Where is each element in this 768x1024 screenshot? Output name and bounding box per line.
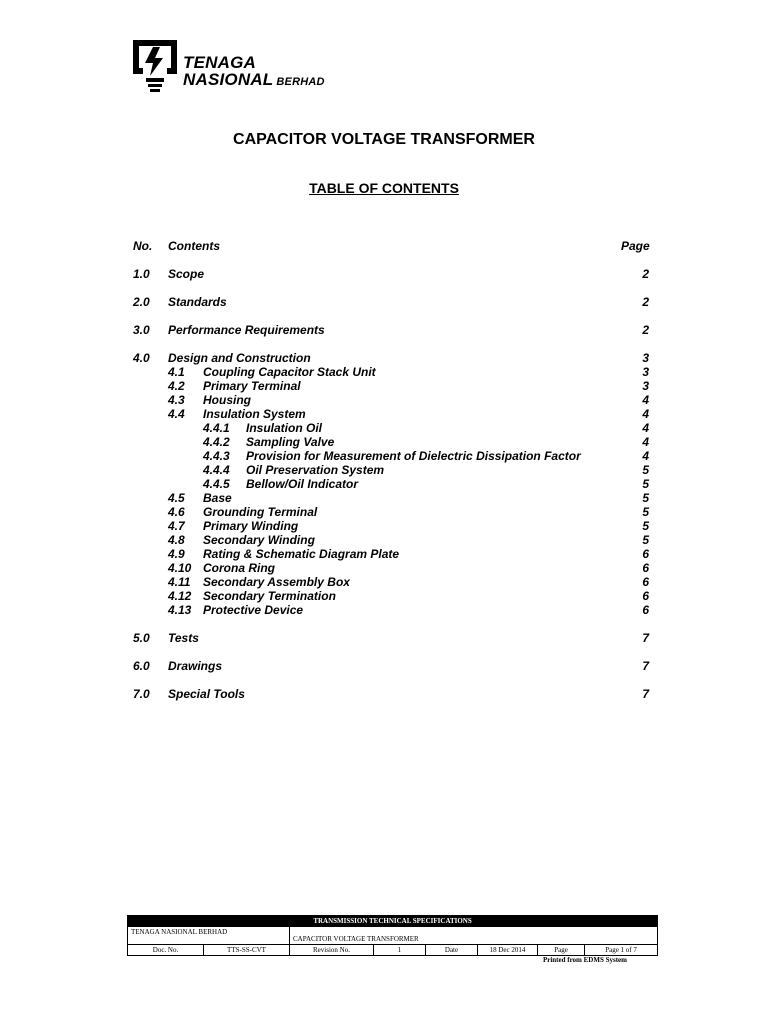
toc-subsubentry-title[interactable]: Insulation Oil xyxy=(246,421,323,435)
toc-entry-page: 6 xyxy=(642,561,649,575)
toc-subsubentry-number: 4.4.3 xyxy=(203,449,230,463)
toc-entry-title[interactable]: Special Tools xyxy=(168,687,245,701)
toc-subentry-title[interactable]: Insulation System xyxy=(203,407,306,421)
toc-subsubentry-title[interactable]: Sampling Valve xyxy=(246,435,335,449)
toc-entry-page: 6 xyxy=(642,603,649,617)
toc-entry-page: 7 xyxy=(642,659,649,673)
toc-entry-page: 6 xyxy=(642,589,649,603)
toc-subentry-number: 4.1 xyxy=(168,365,185,379)
toc-subentry-number: 4.5 xyxy=(168,491,185,505)
toc-entry-number: 1.0 xyxy=(133,267,150,281)
toc-subentry-number: 4.12 xyxy=(168,589,192,603)
footer-revision-label: Revision No. xyxy=(290,945,374,956)
toc-subentry-number: 4.2 xyxy=(168,379,185,393)
toc-entry-page: 4 xyxy=(642,449,649,463)
footer-date-label: Date xyxy=(426,945,478,956)
toc-entry-number: 4.0 xyxy=(133,351,150,365)
toc-entry-page: 7 xyxy=(642,631,649,645)
footer-doc-no-label: Doc. No. xyxy=(128,945,204,956)
toc-entry-number: 7.0 xyxy=(133,687,150,701)
logo-line-2-main: NASIONAL xyxy=(183,70,274,89)
toc-subentry-number: 4.11 xyxy=(168,575,191,589)
toc-entry-page: 5 xyxy=(642,519,649,533)
footer-table xyxy=(127,915,658,956)
toc-entry-page: 5 xyxy=(642,533,649,547)
footer-date: 18 Dec 2014 xyxy=(478,945,538,956)
footer-doc-title: CAPACITOR VOLTAGE TRANSFORMER xyxy=(290,927,658,945)
toc-subentry-number: 4.10 xyxy=(168,561,192,575)
toc-subentry-title[interactable]: Corona Ring xyxy=(203,561,275,575)
toc-subsubentry-title[interactable]: Oil Preservation System xyxy=(246,463,385,477)
toc-entry-title[interactable]: Design and Construction xyxy=(168,351,311,365)
toc-subentry-title[interactable]: Rating & Schematic Diagram Plate xyxy=(203,547,400,561)
toc-entry-page: 5 xyxy=(642,491,649,505)
toc-subentry-number: 4.4 xyxy=(168,407,185,421)
logo-line-1: TENAGA xyxy=(183,53,256,72)
toc-subsubentry-title[interactable]: Provision for Measurement of Dielectric Dissipation Factor xyxy=(246,449,581,463)
document-title: CAPACITOR VOLTAGE TRANSFORMER xyxy=(233,131,535,148)
tnb-lightning-bulb-icon xyxy=(131,38,179,94)
toc-header-no: No. xyxy=(133,239,153,253)
toc-subentry-number: 4.6 xyxy=(168,505,185,519)
toc-entry-page: 2 xyxy=(642,295,649,309)
toc-entry-page: 4 xyxy=(642,407,649,421)
toc-entry-page: 2 xyxy=(642,323,649,337)
logo-wordmark xyxy=(183,54,325,91)
toc-subentry-number: 4.7 xyxy=(168,519,185,533)
toc-subentry-title[interactable]: Secondary Assembly Box xyxy=(203,575,350,589)
toc-entry-title[interactable]: Standards xyxy=(168,295,227,309)
toc-subsubentry-title[interactable]: Bellow/Oil Indicator xyxy=(246,477,359,491)
footer-page-label: Page xyxy=(538,945,585,956)
toc-subentry-number: 4.8 xyxy=(168,533,185,547)
toc-entry-page: 4 xyxy=(642,421,649,435)
toc-entry-number: 5.0 xyxy=(133,631,150,645)
toc-entry-number: 3.0 xyxy=(133,323,150,337)
toc-entry-page: 5 xyxy=(642,505,649,519)
toc-subentry-title[interactable]: Protective Device xyxy=(203,603,304,617)
toc-subentry-title[interactable]: Housing xyxy=(203,393,251,407)
footer-revision: 1 xyxy=(374,945,426,956)
toc-entry-title[interactable]: Tests xyxy=(168,631,199,645)
toc-subsubentry-number: 4.4.1 xyxy=(203,421,230,435)
toc-header-page: Page xyxy=(621,239,650,253)
toc-heading: TABLE OF CONTENTS xyxy=(309,180,459,196)
toc-entry-page: 3 xyxy=(642,379,649,393)
toc-entry-title[interactable]: Drawings xyxy=(168,659,223,673)
company-logo xyxy=(131,38,341,96)
toc-subsubentry-number: 4.4.5 xyxy=(203,477,230,491)
footer-printed-note: Printed from EDMS System xyxy=(542,956,627,964)
footer-doc-no: TTS-SS-CVT xyxy=(204,945,290,956)
toc-subentry-number: 4.3 xyxy=(168,393,185,407)
footer-page: Page 1 of 7 xyxy=(585,945,658,956)
toc-subentry-title[interactable]: Base xyxy=(203,491,232,505)
toc-entry-page: 6 xyxy=(642,547,649,561)
toc-subentry-number: 4.13 xyxy=(168,603,192,617)
toc-header-contents: Contents xyxy=(168,239,220,253)
toc-entry-page: 5 xyxy=(642,477,649,491)
toc-subentry-title[interactable]: Secondary Winding xyxy=(203,533,315,547)
toc-entry-number: 6.0 xyxy=(133,659,150,673)
logo-line-2-suffix: BERHAD xyxy=(276,76,325,88)
toc-entry-page: 6 xyxy=(642,575,649,589)
toc-subsubentry-number: 4.4.4 xyxy=(203,463,230,477)
toc-subentry-title[interactable]: Secondary Termination xyxy=(203,589,336,603)
document-footer xyxy=(127,915,657,965)
toc-entry-page: 4 xyxy=(642,435,649,449)
toc-entry-title[interactable]: Scope xyxy=(168,267,205,281)
logo-line-2 xyxy=(183,71,325,91)
toc-subentry-title[interactable]: Coupling Capacitor Stack Unit xyxy=(203,365,376,379)
toc-entry-page: 4 xyxy=(642,393,649,407)
footer-company: TENAGA NASIONAL BERHAD xyxy=(128,927,290,945)
toc-entry-number: 2.0 xyxy=(133,295,150,309)
toc-entry-title[interactable]: Performance Requirements xyxy=(168,323,325,337)
toc-subentry-title[interactable]: Primary Winding xyxy=(203,519,299,533)
toc-entry-page: 2 xyxy=(642,267,649,281)
toc-entry-page: 5 xyxy=(642,463,649,477)
toc-subsubentry-number: 4.4.2 xyxy=(203,435,230,449)
toc-subentry-number: 4.9 xyxy=(168,547,185,561)
toc-entry-page: 3 xyxy=(642,351,649,365)
toc-subentry-title[interactable]: Primary Terminal xyxy=(203,379,301,393)
footer-header: TRANSMISSION TECHNICAL SPECIFICATIONS xyxy=(128,916,658,927)
toc-entry-page: 3 xyxy=(642,365,649,379)
toc-subentry-title[interactable]: Grounding Terminal xyxy=(203,505,318,519)
toc-entry-page: 7 xyxy=(642,687,649,701)
